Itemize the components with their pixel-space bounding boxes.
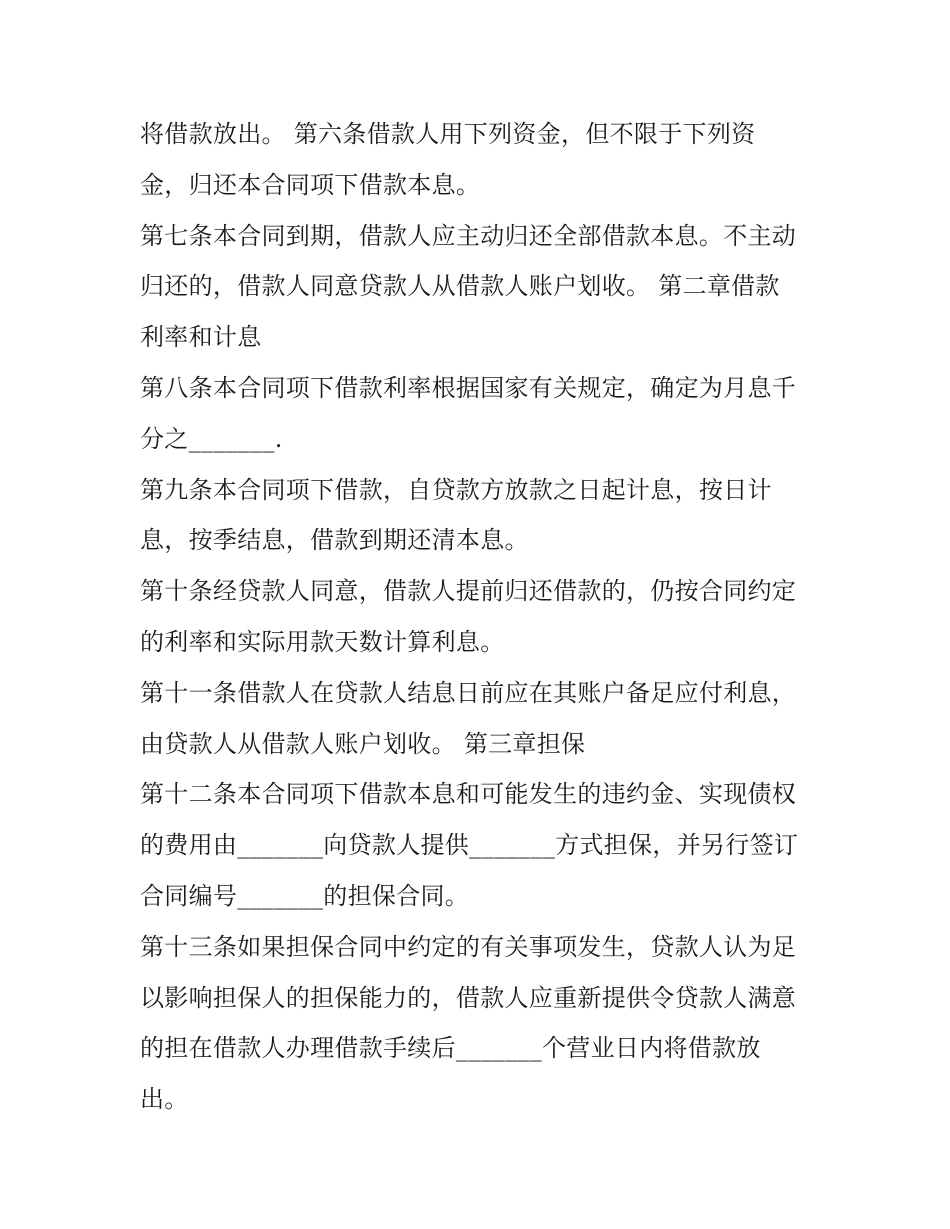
- text-line: 第十二条本合同项下借款本息和可能发生的违约金、实现债权: [140, 780, 797, 809]
- text-line: 合同编号_______的担保合同。: [140, 881, 470, 910]
- text-line: 的费用由_______向贷款人提供_______方式担保，并另行签订: [140, 831, 799, 860]
- text-line: 第十一条借款人在贷款人结息日前应在其账户备足应付利息，: [140, 678, 797, 707]
- text-line: 第九条本合同项下借款，自贷款方放款之日起计息，按日计: [140, 475, 772, 504]
- text-line: 第十三条如果担保合同中约定的有关事项发生，贷款人认为足: [140, 932, 797, 961]
- text-line: 出。: [140, 1085, 189, 1114]
- text-line: 第七条本合同到期，借款人应主动归还全部借款本息。不主动: [140, 221, 797, 250]
- text-line: 第十条经贷款人同意，借款人提前归还借款的，仍按合同约定: [140, 577, 797, 606]
- text-line: 息，按季结息，借款到期还清本息。: [140, 526, 529, 555]
- text-line: 分之_______.: [140, 424, 283, 453]
- text-line: 第八条本合同项下借款利率根据国家有关规定，确定为月息千: [140, 373, 797, 402]
- document-body: [140, 109, 820, 1125]
- text-line: 以影响担保人的担保能力的，借款人应重新提供令贷款人满意: [140, 983, 797, 1012]
- text-line: 将借款放出。 第六条借款人用下列资金，但不限于下列资: [140, 120, 756, 148]
- text-line: 金，归还本合同项下借款本息。: [140, 170, 481, 199]
- text-line: 的担在借款人办理借款手续后_______个营业日内将借款放: [140, 1034, 761, 1063]
- text-line: 归还的，借款人同意贷款人从借款人账户划收。 第二章借款: [140, 272, 780, 301]
- text-line: 利率和计息: [140, 323, 262, 352]
- text-line: 的利率和实际用款天数计算利息。: [140, 627, 505, 656]
- text-line: 由贷款人从借款人账户划收。 第三章担保: [140, 729, 586, 758]
